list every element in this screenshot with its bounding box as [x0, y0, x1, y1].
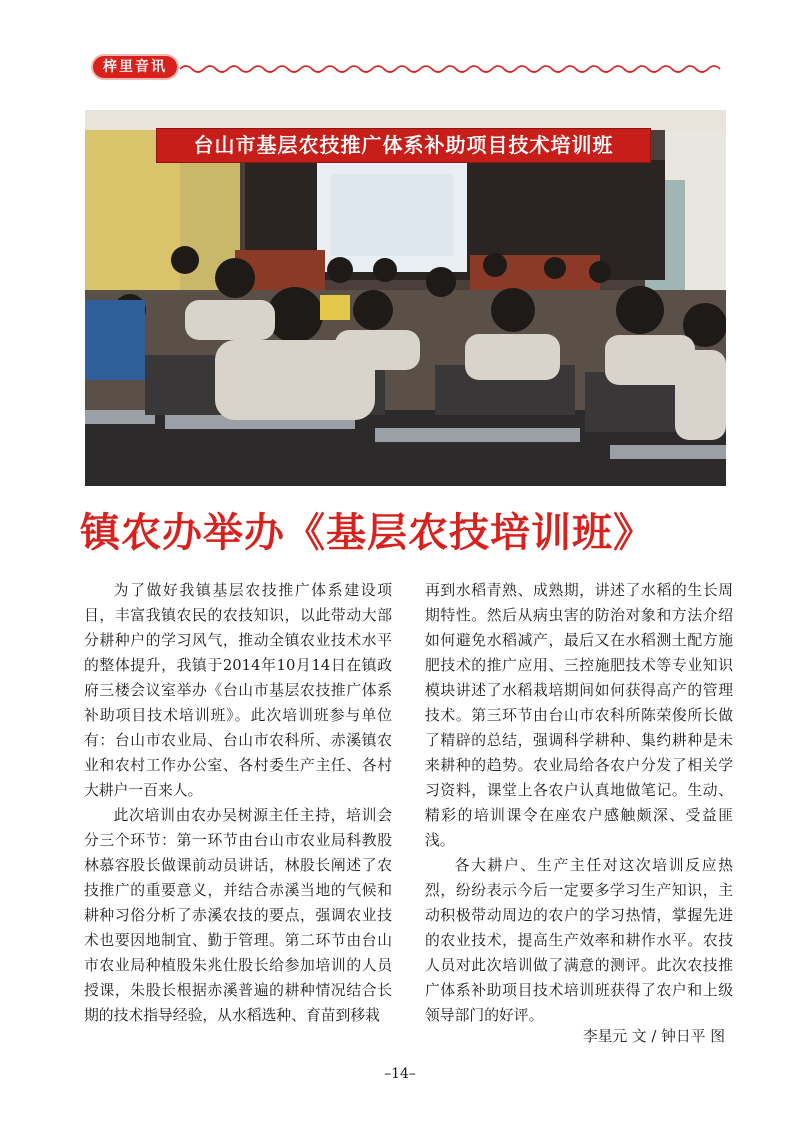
article-left-column [84, 578, 392, 1028]
page-number: –14– [384, 1066, 416, 1082]
paragraph: 再到水稻青熟、成熟期，讲述了水稻的生长周期特性。然后从病虫害的防治对象和方法介绍如何避免水稻减产，最后又在水稻测土配方施肥技术的推广应用、三控施肥技术等专业知识模块讲述了水稻栽培期间如何获得高产的管理技术。第三环节由台山市农科所陈荣俊所长做了精辟的总结，强调科学耕种、集约耕种是未来耕种的趋势。农业局给各农户分发了相关学习资料，课堂上各农户认真地做笔记。生动、精彩的培训课令在座农户感触颇深、受益匪浅。 [425, 582, 733, 849]
event-banner: 台山市基层农技推广体系补助项目技术培训班 [156, 128, 651, 163]
decorative-wave-line [180, 62, 725, 76]
training-session-photo [85, 110, 726, 486]
article-right-column [425, 578, 733, 1028]
article-title: 镇农办举办《基层农技培训班》 [80, 509, 654, 556]
article-byline: 李星元 文 / 钟日平 图 [582, 1028, 725, 1045]
paragraph: 各大耕户、生产主任对这次培训反应热烈，纷纷表示今后一定要多学习生产知识，主动积极带动周边的农户的学习热情，掌握先进的农业技术，提高生产效率和耕作水平。农技人员对此次培训做了满意的测评。此次农技推广体系补助项目技术培训班获得了农户和上级领导部门的好评。 [425, 857, 733, 1024]
photo-illustration [85, 110, 726, 486]
paragraph: 此次培训由农办吴树源主任主持，培训会分三个环节：第一环节由台山市农业局科教股林慕容股长做课前动员讲话，林股长阐述了农技推广的重要意义，并结合赤溪当地的气候和耕种习俗分析了赤溪农技的要点，强调农业技术也要因地制宜、勤于管理。第二环节由台山市农业局种植股朱兆仕股长给参加培训的人员授课，朱股长根据赤溪普遍的耕种情况结合长期的技术指导经验，从水稻选种、育苗到移栽 [84, 807, 392, 1024]
section-badge: 梓里音讯 [93, 56, 177, 78]
paragraph: 为了做好我镇基层农技推广体系建设项目，丰富我镇农民的农技知识，以此带动大部分耕种户的学习风气，推动全镇农业技术水平的整体提升，我镇于2014年10月14日在镇政府三楼会议室举办《台山市基层农技推广体系补助项目技术培训班》。此次培训班参与单位有：台山市农业局、台山市农科所、赤溪镇农业和农村工作办公室、各村委生产主任、各村大耕户一百来人。 [84, 582, 392, 799]
